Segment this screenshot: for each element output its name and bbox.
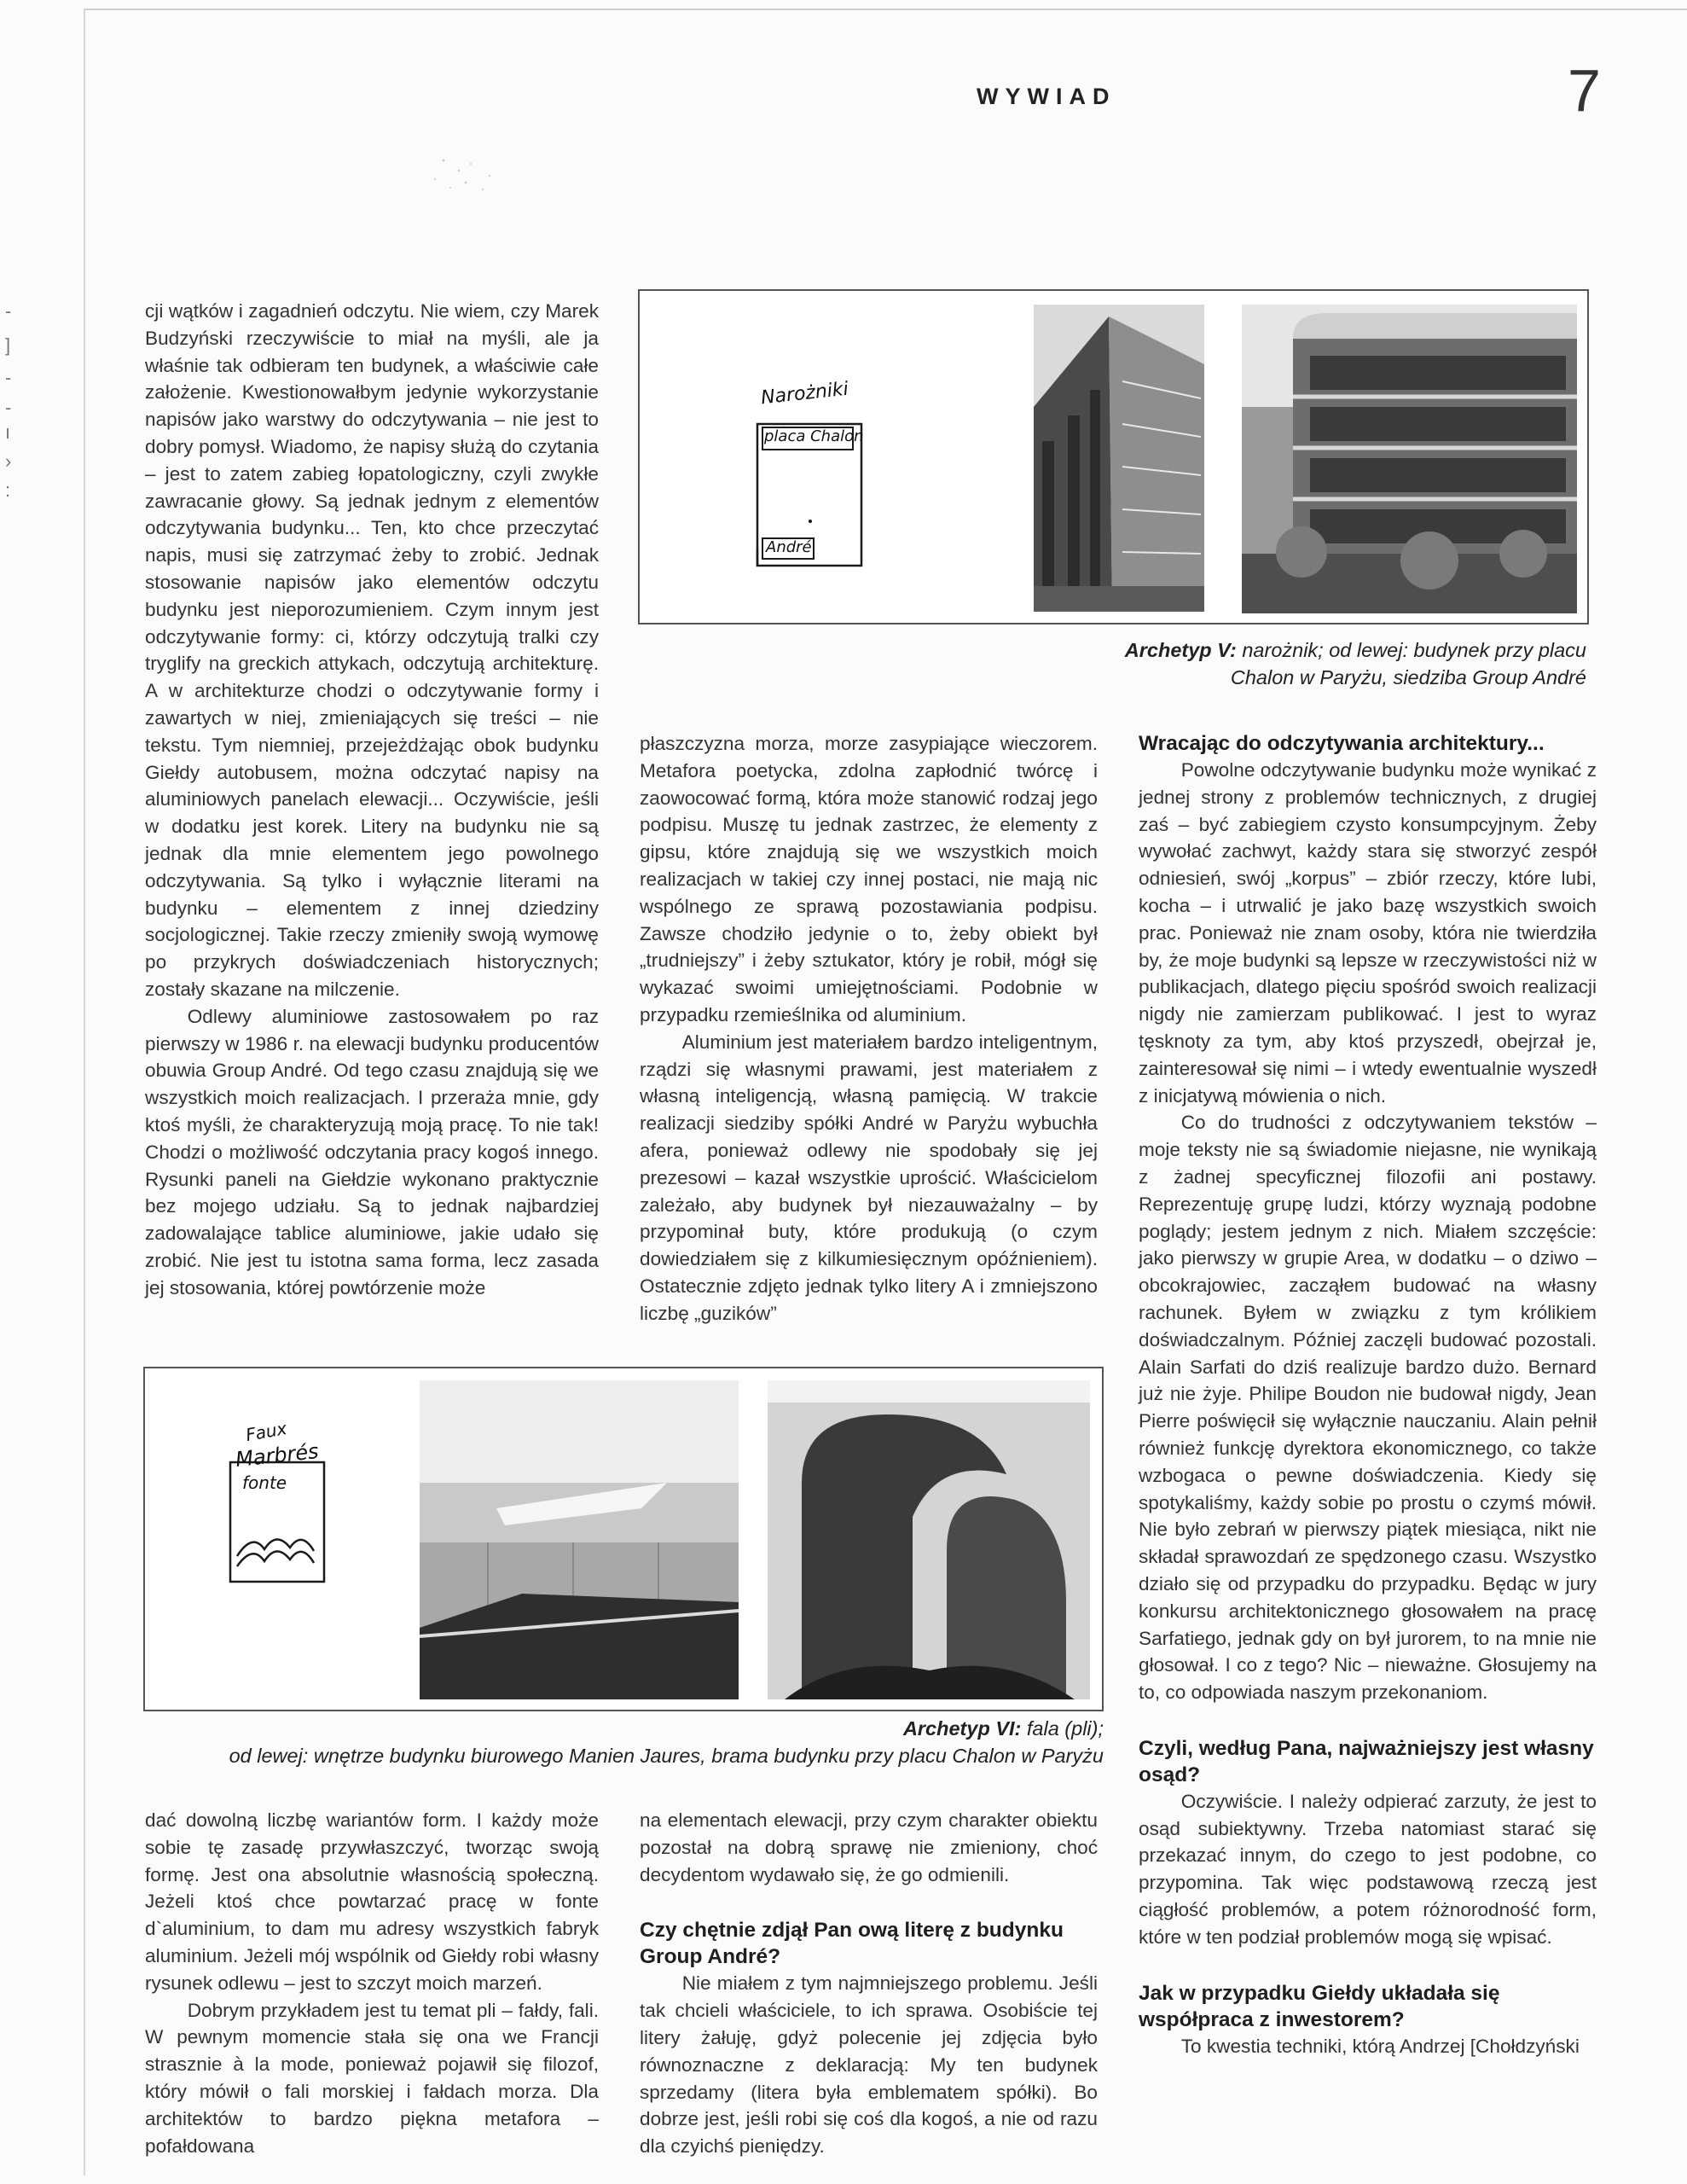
interview-question: Wracając do odczytywania architektury... bbox=[1139, 732, 1545, 755]
photo-chalon-gateway bbox=[768, 1380, 1090, 1699]
column-2-top bbox=[640, 730, 1098, 1327]
paragraph: Aluminium jest materiałem bardzo inteligentnym, rządzi się własnymi prawami, jest materiałem z własną inteligencją, własną pamięcią. W trakcie realizacji siedziby spółki André w Paryżu wybuchła afera, ponieważ odlewy nie spodobały się jej prezesowi – kazał wszystkie uprościć. Właścicielom zależało, aby budynek był niezauważalny – by przypominał buty, które produkują (o czym dowiedziałem się z kilkumiesięcznym opóźnieniem). Ostatecznie zdjęto jednak tylko litery A i zmniejszono liczbę „guzików” bbox=[640, 1031, 1098, 1324]
interview-question: Jak w przypadku Giełdy układała się współpraca z inwestorem? bbox=[1139, 1981, 1500, 2031]
figure-archetype-vi bbox=[143, 1367, 1104, 1711]
paragraph: Odlewy aluminiowe zastosowałem po raz pierwszy w 1986 r. na elewacji budynku producentów obuwia Group André. Od tego czasu znajdują się we wszystkich moich realizacjach. I przeraża mnie, gdy ktoś myśli, że charakteryzują moją pracę. To nie tak! Chodzi o możliwość odczytania pracy kogoś innego. Rysunki paneli na Giełdzie wykonano praktycznie bez mojego udziału. Są to jednak najbardziej zadowalające tablice aluminiowe, jakie udało się zrobić. Nie jest tu istotna sama forma, lecz zasada jej stosowania, której powtórzenie może bbox=[145, 1005, 599, 1298]
paragraph: Nie miałem z tym najmniejszego problemu. Jeśli tak chcieli właściciele, to ich sprawa. Osobiście tej litery żałuję, gdyż polecenie jej zdjęcia było równoznaczne z deklaracją: My ten budynek sprzedamy (litera była emblematem spółki). Bo dobrze jest, jeśli robi się coś dla kogoś, a nie od razu dla czyichś pieniędzy. bbox=[640, 1972, 1098, 2158]
figure-archetype-v bbox=[638, 289, 1589, 624]
sketch-label-3: fonte bbox=[242, 1472, 287, 1493]
caption-archetype-v bbox=[853, 636, 1586, 691]
caption-text: Chalon w Paryżu, siedziba Group André bbox=[1230, 666, 1586, 688]
column-1-top bbox=[145, 298, 599, 1301]
interview-question: Czy chętnie zdjął Pan ową literę z budynku Group André? bbox=[640, 1919, 1064, 1969]
margin-mark: - bbox=[5, 367, 12, 388]
scan-speckle bbox=[409, 145, 529, 213]
sketch-label-1: Faux bbox=[244, 1417, 288, 1446]
section-header: WYWIAD bbox=[977, 84, 1116, 109]
photo-chalon-building bbox=[1034, 305, 1204, 612]
caption-text: narożnik; od lewej: budynek przy placu bbox=[1236, 639, 1586, 661]
paragraph: Oczywiście. I należy odpierać zarzuty, że jest to osąd subiektywny. Trzeba natomiast starać się przekazać innym, do czego to jest podobne, co przypomina. Tak więc podstawową rzeczą jest ciągłość problemów, a potem różnorodność form, które w ten podział problemów mogą się wpisać. bbox=[1139, 1790, 1597, 1948]
sketch-label-3: André bbox=[766, 538, 812, 556]
page-number: 7 bbox=[1568, 57, 1601, 124]
margin-mark: ı bbox=[5, 421, 11, 443]
caption-text: fala (pli); bbox=[1021, 1717, 1104, 1740]
column-1-bottom bbox=[145, 1807, 599, 2159]
paragraph: Co do trudności z odczytywaniem tekstów – moje teksty nie są świadomie niejasne, nie wynikają z żadnej specyficznej filozofii ani postawy. Reprezentuję grupę ludzi, którzy wyznają podobne poglądy; jestem jednym z nich. Miałem szczęście: jako pierwszy w grupie Area, w dodatku – o dziwo – obcokrajowiec, zacząłem budować na własny rachunek. Byłem w związku z tym królikiem doświadczalnym. Później zaczęli budować pozostali. Alain Sarfati do dziś realizuje bardzo dużo. Bernard już nie żyje. Philipe Boudon nie budował nigdy, Jean Pierre poświęcił się wyłącznie nauczaniu. Alain pełnił również funkcję dyrektora ekonomicznego, co także wzbogaca o pewne doświadczenia. Kiedy się spotykaliśmy, każdy sobie po prostu o czymś mówił. Nie było zebrań w pierwszy piątek miesiąca, nikt nie składał sprawozdań ze spędzonego czasu. Wszystko działo się od przypadku do przypadku. Będąc w jury konkursu architektonicznego głosowałem na pracę Sarfatiego, jednak gdy on był jurorem, to na mnie nie głosował. I co z tego? Nic – nieważne. Głosujemy na to, co odpowiada naszym przekonaniom. bbox=[1139, 1112, 1597, 1704]
photo-manien-jaures-interior bbox=[420, 1380, 739, 1699]
column-3 bbox=[1139, 730, 1597, 2059]
margin-mark: - bbox=[5, 397, 12, 418]
interview-question: Czyli, według Pana, najważniejszy jest własny osąd? bbox=[1139, 1736, 1594, 1786]
column-2-bottom bbox=[640, 1807, 1098, 2160]
caption-text: od lewej: wnętrze budynku biurowego Manien Jaures, brama budynku przy placu Chalon w Paryżu bbox=[229, 1745, 1104, 1767]
margin-mark: › bbox=[5, 450, 12, 472]
paragraph: płaszczyzna morza, morze zasypiające wieczorem. Metafora poetycka, zdolna zapłodnić twórcę i zaowocować formą, która może stanowić rodzaj jego podpisu. Muszę tu jednak zastrzec, że elementy z gipsu, które znajdują się we wszystkich moich realizacjach w takiej czy innej postaci, nie mają nic wspólnego ze sprawą pozostawiania podpisu. Zawsze chodziło jedynie o to, żeby obiekt był „trudniejszy” i żeby sztukator, który je robił, mógł się wykazać swoimi umiejętnościami. Podobnie w przypadku rzemieślnika od aluminium. bbox=[640, 733, 1098, 1025]
margin-mark: - bbox=[5, 300, 12, 322]
page-edge-left bbox=[84, 9, 85, 2175]
paragraph: Powolne odczytywanie budynku może wynikać z jednej strony z problemów technicznych, z drugiej zaś – być zabiegiem czysto konsumpcyjnym. Żeby wywołać zachwyt, każdy stara się stworzyć zespół odniesień, swój „korpus” – zbiór rzeczy, które lubi, kocha – i utrwalić je jako bazę wszystkich swoich prac. Ponieważ nie znam osoby, która nie twierdziła by, że moje budynki są lepsze w rzeczywistości niż w publikacjach, dlatego pięciu spośród swoich realizacji nigdy nie zamierzam publikować. I jest to wyraz tęsknoty za tym, aby ktoś przyszedł, obejrzał je, zainteresował się nimi – i wtedy ewentualnie wyszedł z inicjatywą mówienia o nich. bbox=[1139, 759, 1597, 1107]
paragraph: dać dowolną liczbę wariantów form. I każdy może sobie tę zasadę przywłaszczyć, tworząc swoją formę. Jest ona absolutnie własnością społeczną. Jeżeli ktoś chce powtarzać pracę w fonte d`aluminium, to dam mu adresy wszystkich fabryk aluminium. Jeżeli mój wspólnik od Giełdy robi własny rysunek odlewu – jest to szczyt moich marzeń. bbox=[145, 1809, 599, 1994]
page-edge-top bbox=[84, 9, 1687, 10]
sketch-label-1: Narożniki bbox=[759, 378, 849, 410]
paragraph: cji wątków i zagadnień odczytu. Nie wiem, czy Marek Budzyński rzeczywiście to miał na myśli, ale ja właśnie tak odbieram ten budynek, a właściwie całe założenie. Kwestionowałbym jedynie wykorzystanie napisów jako warstwy do odczytywania – nie jest to dobry pomysł. Wiadomo, że napisy służą do czytania – jest to zatem zabieg łopatologiczny, czyli zwykłe zawracanie głowy. Są jednak jednym z elementów odczytywania budynku... Ten, kto chce przeczytać napis, musi się zatrzymać żeby to zrobić. Jednak stosowanie napisów jako elementów odczytu budynku jest nieporozumieniem. Czym innym jest odczytywanie formy: ci, którzy odczytują tralki czy tryglify na greckich attykach, odczytują architekturę. A w architekturze chodzi o odczytywanie formy i zawartych w niej, zmieniających się treści – nie tekstu. Tym niemniej, przejeżdżając obok budynku Giełdy autobusem, można odczytać napisy na aluminiowych panelach elewacji... Oczywiście, jeśli w dodatku jest korek. Litery na budynku nie są jednak dla mnie elementem jego powolnego odczytywania. Są tylko i wyłącznie literami na budynku – elementem z innej dziedziny socjologicznej. Takie rzeczy zmieniły swoją wymowę po przykrych doświadczeniach historycznych; zostały skazane na milczenie. bbox=[145, 300, 599, 1000]
caption-archetype-vi bbox=[143, 1715, 1104, 1769]
photo-group-andre bbox=[1242, 305, 1577, 613]
caption-label: Archetyp V: bbox=[1124, 639, 1237, 661]
sketch-label-2: Marbrés bbox=[234, 1438, 320, 1472]
caption-label: Archetyp VI: bbox=[902, 1717, 1022, 1740]
sketch-label-2: placa Chalon bbox=[764, 427, 864, 445]
margin-mark: ] bbox=[5, 334, 11, 356]
paragraph: Dobrym przykładem jest tu temat pli – fałdy, fali. W pewnym momencie stała się ona we Francji strasznie à la mode, ponieważ pojawił się filozof, który mówił o fali morskiej i fałdach morza. Dla architektów to bardzo piękna metafora – pofałdowana bbox=[145, 1999, 599, 2157]
margin-mark: : bbox=[5, 479, 11, 501]
paragraph: To kwestia techniki, którą Andrzej [Chołdzyński bbox=[1180, 2035, 1580, 2057]
paragraph: na elementach elewacji, przy czym charakter obiektu pozostał na dobrą sprawę nie zmieniony, choć decydentom wydawało się, że go odmienili. bbox=[640, 1809, 1098, 1885]
